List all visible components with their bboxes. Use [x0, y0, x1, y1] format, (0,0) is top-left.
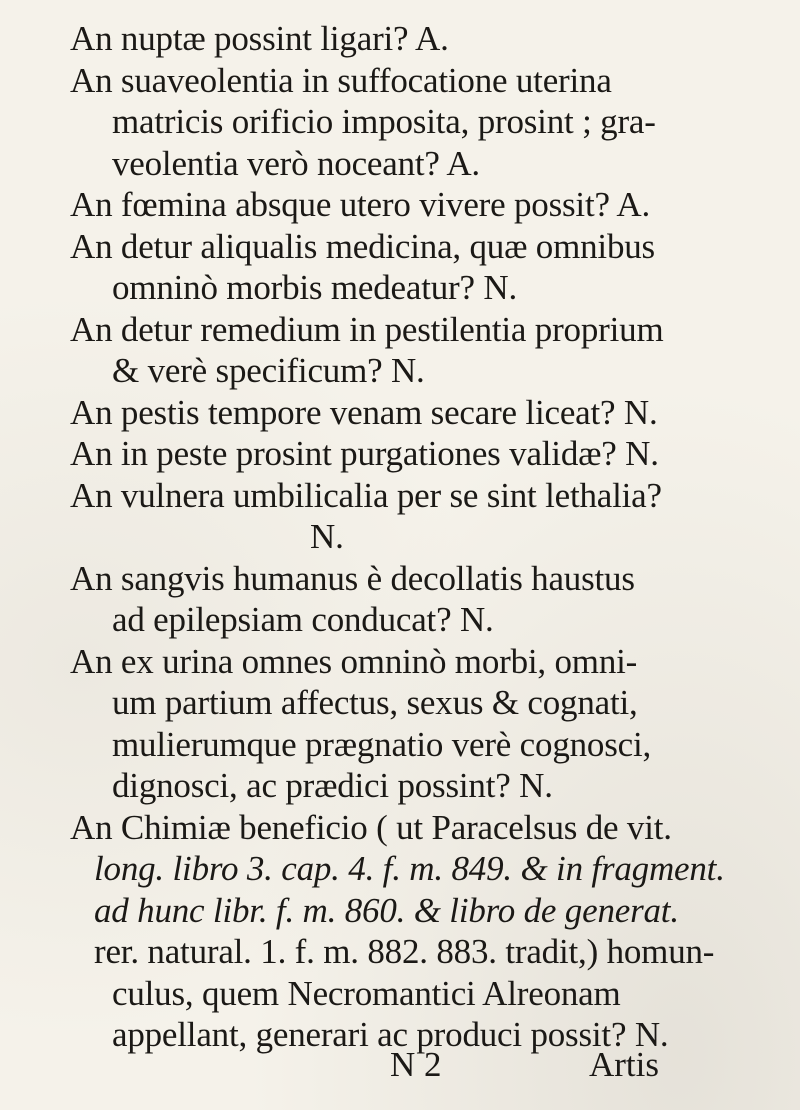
text-line: appellant, generari ac produci possit? N.	[112, 1015, 669, 1054]
catchword: Artis	[589, 1045, 659, 1084]
text-line: An vulnera umbilicalia per se sint lethalia?	[70, 475, 662, 515]
text-line: An nuptæ possint ligari? A.	[70, 19, 449, 58]
signature-mark: N 2	[390, 1045, 442, 1084]
citation-line: ad hunc libr. f. m. 860. & libro de generat.	[94, 890, 679, 930]
text-line: An suaveolentia in suffocatione uterina	[70, 60, 612, 100]
text-line: An sangvis humanus è decollatis haustus	[70, 558, 635, 598]
text-line: mulierumque prægnatio verè cognosci,	[112, 724, 652, 764]
text-line: An ex urina omnes omninò morbi, omni-	[70, 641, 638, 681]
page-footer	[0, 1045, 800, 1087]
text-line: N.	[310, 517, 344, 556]
text-line: & verè specificum? N.	[112, 351, 425, 390]
text-line: An detur remedium in pestilentia proprium	[70, 309, 664, 349]
citation-line: long. libro 3. cap. 4. f. m. 849. & in fragment.	[94, 849, 725, 888]
text-line: An Chimiæ beneficio ( ut Paracelsus de vit.	[70, 807, 672, 847]
text-line: rer. natural. 1. f. m. 882. 883. tradit,) homun-	[94, 932, 715, 971]
text-line: dignosci, ac prædici possint? N.	[112, 766, 553, 805]
text-line: ad epilepsiam conducat? N.	[112, 600, 494, 639]
text-line: An detur aliqualis medicina, quæ omnibus	[70, 226, 655, 266]
text-line: omninò morbis medeatur? N.	[112, 268, 517, 307]
text-line: matricis orificio imposita, prosint ; gra-	[112, 102, 656, 141]
text-line: An fœmina absque utero vivere possit? A.	[70, 185, 651, 224]
text-line: culus, quem Necromantici Alreonam	[112, 973, 621, 1013]
text-line: An in peste prosint purgationes validæ? N.	[70, 434, 659, 473]
text-line: veolentia verò noceant? A.	[112, 143, 480, 183]
text-line: um partium affectus, sexus & cognati,	[112, 683, 638, 722]
text-line: An pestis tempore venam secare liceat? N.	[70, 392, 658, 432]
question-list	[70, 18, 730, 1056]
